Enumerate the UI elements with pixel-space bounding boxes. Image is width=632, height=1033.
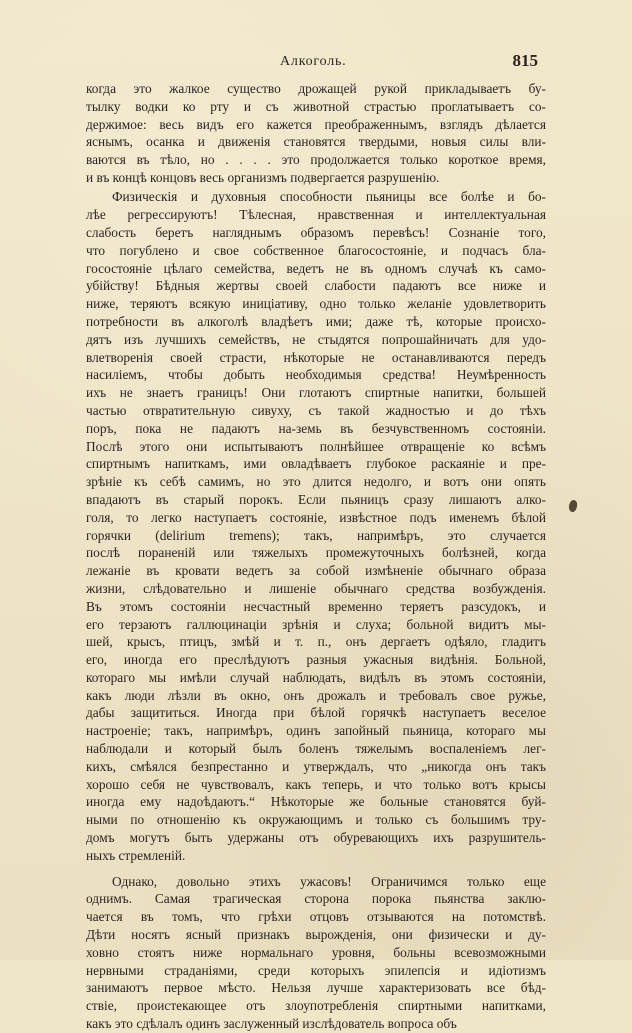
text-line: Въ этомъ состояніи несчастный временно теряетъ разсудокъ, и bbox=[86, 598, 546, 614]
text-line: домъ могутъ быть удержаны отъ обуревающихъ ихъ разрушитель- bbox=[86, 830, 546, 846]
text-line: кихъ, смѣялся безпрестанно и утверждалъ, что „никогда онъ такъ bbox=[86, 758, 546, 774]
text-line: какъ люди лѣзли въ окно, онъ дрожалъ и требовалъ свое ружье, bbox=[86, 687, 546, 703]
text-line: шей, крысъ, птицъ, змѣй и т. п., онъ дергаетъ одѣяло, гладитъ bbox=[86, 634, 546, 650]
text-line: голя, то легко наступаетъ состояніе, извѣстное подъ именемъ бѣлой bbox=[86, 509, 546, 525]
text-line: настроеніе; такъ, напримѣръ, одинъ запойный пьяница, котораго мы bbox=[86, 723, 546, 739]
text-line: лѣе регрессируютъ! Тѣлесная, нравственная и интеллектуальная bbox=[86, 207, 546, 223]
text-line: иногда ему надоѣдаютъ.“ Нѣкоторые же больные становятся буй- bbox=[86, 794, 546, 810]
text-line: яснымъ, осанка и движенія становятся твердыми, новыя силы вли- bbox=[86, 134, 546, 150]
text-line: дабы защититься. Иногда при бѣлой горячкѣ наступаетъ веселое bbox=[86, 705, 546, 721]
text-line: когда это жалкое существо дрожащей рукой прикладываетъ бу- bbox=[86, 81, 546, 96]
text-line: Послѣ этого они испытываютъ полнѣйшее отвращеніе ко всѣмъ bbox=[86, 438, 546, 454]
text-line: Физическія и духовныя способности пьяницы все болѣе и бо- bbox=[112, 189, 546, 205]
running-title: Алкоголь. bbox=[280, 54, 347, 69]
text-line: влетворенія своей страсти, нѣкоторые не останавливаются передъ bbox=[86, 349, 546, 365]
text-line: госостояніе цѣлаго семейства, ведетъ не въ одномъ случаѣ къ само- bbox=[86, 260, 546, 276]
text-line: что погублено и свое собственное благосостояніе, и подчасъ бла- bbox=[86, 242, 546, 258]
text-line: убійству! Бѣдныя жертвы своей слабости падаютъ все ниже и bbox=[86, 278, 546, 294]
text-line: чается въ томъ, что грѣхи отцовъ отзываются на потомствѣ. bbox=[86, 909, 546, 925]
text-line: однимъ. Самая трагическая сторона порока пьянства заклю- bbox=[86, 891, 546, 907]
text-line: ныхъ стремленій. bbox=[86, 847, 186, 863]
text-line: нервными страданіями, среди которыхъ эпилепсія и идіотизмъ bbox=[86, 962, 546, 978]
text-line: ихъ не знаетъ границъ! Они глотаютъ спиртные напитки, большей bbox=[86, 385, 546, 401]
text-line: послѣ пораненій или тяжелыхъ промежуточныхъ болѣзней, когда bbox=[86, 545, 546, 561]
text-line: ниже, теряютъ всякую иниціативу, одно только желаніе удовлетворить bbox=[86, 296, 546, 312]
text-line: Дѣти носятъ ясный признакъ вырожденія, они физически и ду- bbox=[86, 927, 546, 943]
text-line: какъ это сдѣлалъ одинъ заслуженный изслѣдователь вопроса объ bbox=[86, 1016, 457, 1032]
text-line: тылку водки ко рту и съ животной страстью проглатываетъ со- bbox=[86, 98, 546, 114]
text-line: впадаютъ въ старый порокъ. Если пьяницъ сразу лишаютъ алко- bbox=[86, 491, 546, 507]
paragraph-2 bbox=[86, 188, 546, 864]
text-line: и въ концѣ концовъ весь организмъ подвергается разрушенію. bbox=[86, 169, 440, 185]
text-line: лежаніе въ кровати ведетъ за собой измѣненіе обычнаго образа bbox=[86, 563, 546, 579]
text-line: хорошо себя не чувствовалъ, какъ теперь, и что только вотъ крысы bbox=[86, 776, 546, 792]
text-line: жизни, слѣдовательно и лишеніе обычнаго средства возбужденія. bbox=[86, 580, 546, 596]
text-line: занимаютъ первое мѣсто. Нельзя лучше характеризовать все бѣд- bbox=[86, 980, 546, 996]
paragraph-3 bbox=[86, 873, 546, 1033]
page-number: 815 bbox=[512, 51, 538, 70]
text-line: дятъ изъ лучшихъ семействъ, не стыдятся попрошайничать для удо- bbox=[86, 331, 546, 347]
page-header bbox=[86, 51, 546, 72]
text-line: котораго мы имѣли случай наблюдать, видѣлъ въ этомъ состояніи, bbox=[86, 669, 546, 685]
text-line: его терзаютъ галлюцинаціи зрѣнія и слуха; больной видитъ мы- bbox=[86, 616, 546, 632]
paragraph-1 bbox=[86, 80, 546, 187]
text-line: зрѣніе къ себѣ самимъ, но это длится недолго, и вотъ они опять bbox=[86, 474, 546, 490]
body-text bbox=[86, 80, 546, 1033]
text-line: держимое: весь видъ его кажется преображеннымъ, взглядъ дѣлается bbox=[86, 116, 546, 132]
text-line: ховно стоятъ ниже нормальнаго уровня, больны всевозможными bbox=[86, 944, 546, 960]
text-line: слабость беретъ нагляднымъ образомъ перевѣсъ! Сознаніе того, bbox=[86, 224, 546, 240]
text-line: Однако, довольно этихъ ужасовъ! Ограничимся только еще bbox=[112, 873, 546, 889]
text-line: ными по отношенію къ окружающимъ и только съ большимъ тру- bbox=[86, 812, 546, 828]
ink-spot bbox=[567, 499, 578, 513]
text-line: поръ, пока не падаютъ на-земь въ безчувственномъ состояніи. bbox=[86, 420, 546, 436]
text-line: горячки (delirium tremens); такъ, напримѣръ, это случается bbox=[86, 527, 546, 543]
text-line: насиліемъ, чтобы добыть необходимыя средства! Неумѣренность bbox=[86, 367, 546, 383]
text-line: его, иногда его преслѣдуютъ разныя ужасныя видѣнія. Больной, bbox=[86, 652, 546, 668]
text-line: частью отвратительную сивуху, съ такой жадностью и до тѣхъ bbox=[86, 402, 546, 418]
text-line: ствіе, проистекающее отъ злоупотребленія спиртными напитками, bbox=[86, 998, 546, 1014]
text-line: ваются въ тѣло, но . . . . это продолжается только короткое время, bbox=[86, 152, 546, 168]
text-line: наблюдали и который былъ боленъ тяжелымъ воспаленіемъ лег- bbox=[86, 741, 546, 757]
text-line: потребности въ алкоголѣ владѣетъ ими; даже тѣ, которые происхо- bbox=[86, 313, 546, 329]
text-line: спиртнымъ напиткамъ, ими овладѣваетъ глубокое раскаяніе и пре- bbox=[86, 456, 546, 472]
